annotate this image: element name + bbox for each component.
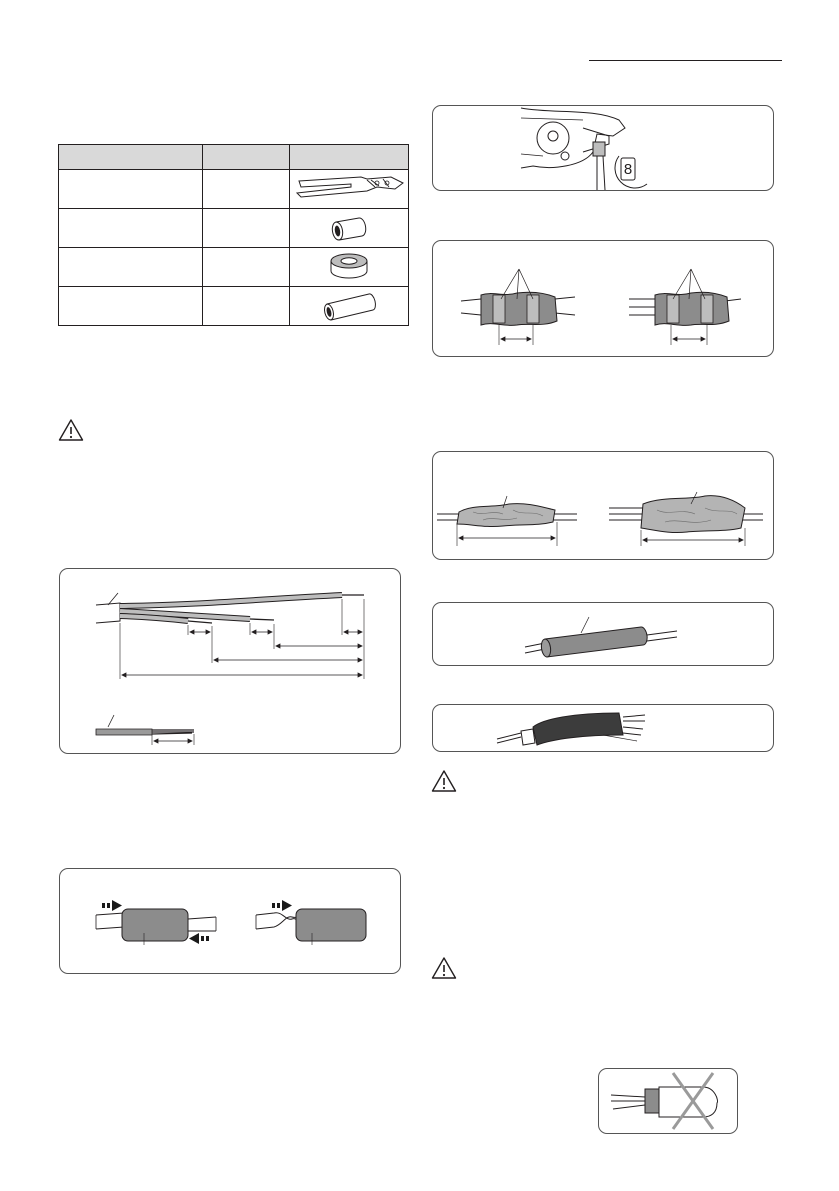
heat-shrink-tube-icon <box>291 288 407 322</box>
wire-stripping-drawing <box>60 569 400 753</box>
heat-shrink-drawing <box>433 603 773 665</box>
wire-stripping-figure <box>59 568 401 754</box>
crimp-sleeve-icon <box>291 210 407 244</box>
sleeve-insertion-figure <box>59 868 401 974</box>
tools-table-header <box>59 145 409 170</box>
tool-picture <box>290 248 409 287</box>
tool-qty <box>203 287 290 326</box>
warning-icon <box>58 418 84 442</box>
tools-table-header-qty <box>203 145 290 170</box>
prohibited-connector-figure <box>598 1068 738 1134</box>
taped-joint-drawing <box>433 452 773 559</box>
sleeve-insertion-drawing <box>60 869 400 973</box>
tools-table-header-picture <box>290 145 409 170</box>
heat-shrink-figure <box>432 602 774 666</box>
table-row <box>59 170 409 209</box>
table-row <box>59 287 409 326</box>
header-rule <box>589 60 782 61</box>
crimped-sleeve-left <box>461 269 575 345</box>
tool-name <box>59 248 203 287</box>
insulation-tape-icon <box>291 249 407 283</box>
crimped-sleeve-drawing <box>433 241 773 356</box>
tool-picture <box>290 209 409 248</box>
tools-table <box>58 144 409 326</box>
insert-arrow-icon <box>102 900 122 911</box>
crimped-sleeve-figure <box>432 240 774 357</box>
tool-picture <box>290 287 409 326</box>
taped-joint-figure <box>432 451 774 560</box>
crimping-drawing <box>433 106 773 190</box>
warning-icon <box>431 956 457 980</box>
tool-qty <box>203 209 290 248</box>
crimped-sleeve-right <box>629 269 741 345</box>
tool-qty <box>203 248 290 287</box>
tools-table-header-name <box>59 145 203 170</box>
tool-name <box>59 170 203 209</box>
warning-icon <box>431 769 457 793</box>
taped-joint-left <box>437 496 577 546</box>
taped-joint-right <box>609 492 763 546</box>
crimp-die-label: 8 <box>623 161 633 178</box>
tool-qty <box>203 170 290 209</box>
tool-name <box>59 209 203 248</box>
table-row <box>59 248 409 287</box>
insert-arrow-icon <box>272 900 292 911</box>
crimping-figure <box>432 105 774 191</box>
tool-name <box>59 287 203 326</box>
table-row <box>59 209 409 248</box>
insert-arrow-icon <box>189 933 209 944</box>
crimping-tool-icon <box>291 171 407 205</box>
heat-shrunk-figure <box>432 704 774 752</box>
tool-picture <box>290 170 409 209</box>
prohibited-connector-drawing <box>599 1069 737 1133</box>
heat-shrunk-drawing <box>433 705 773 751</box>
